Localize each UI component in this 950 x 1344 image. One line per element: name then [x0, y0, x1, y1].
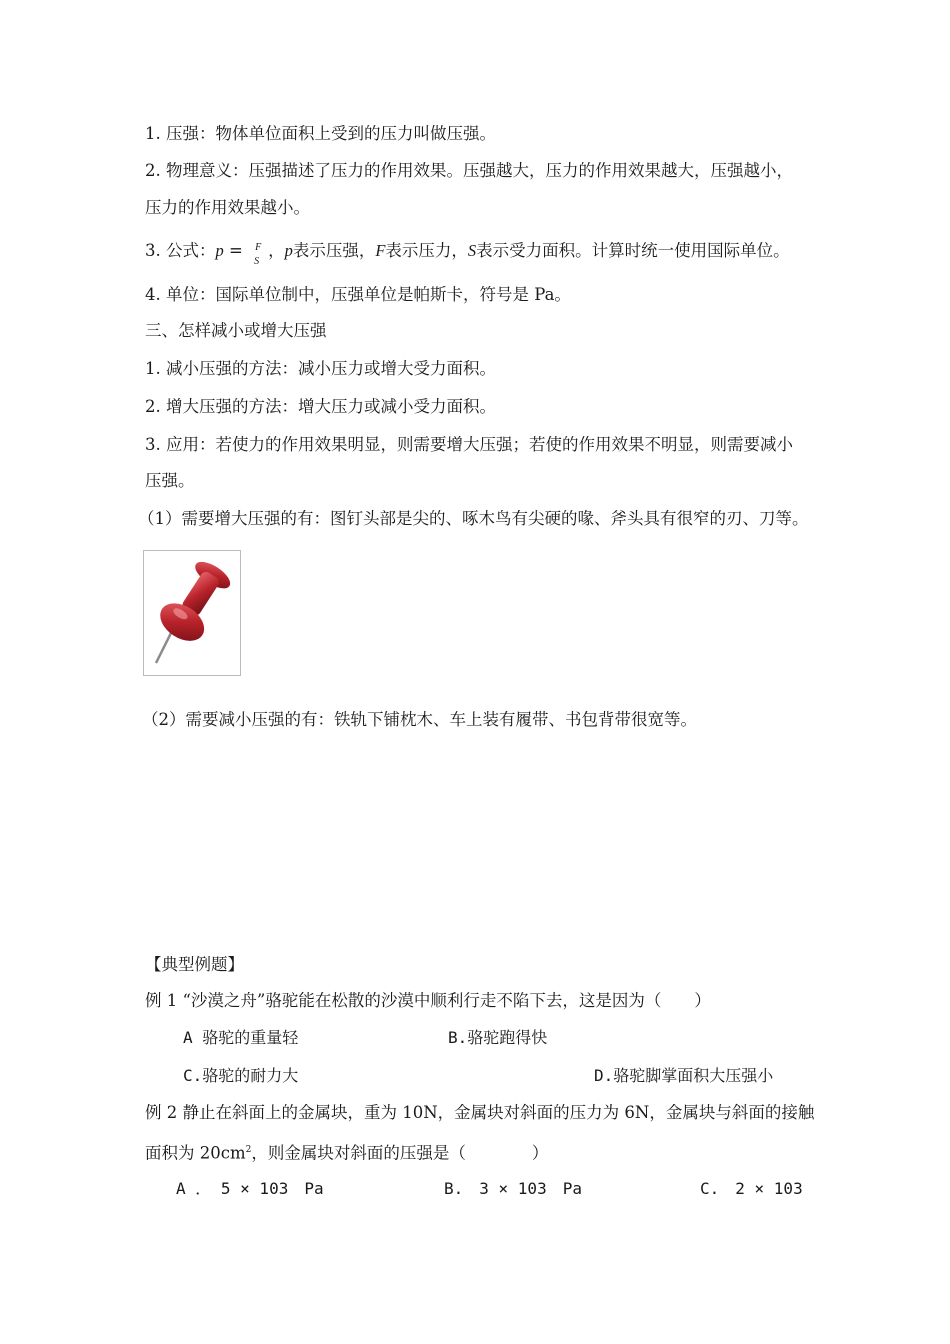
example2-question-end: ，则金属块对斜面的压强是（ ）	[251, 1143, 549, 1163]
example2-question-line2	[145, 1139, 548, 1165]
pushpin-image	[143, 550, 241, 676]
unit-line: 4. 单位：国际单位制中，压强单位是帕斯卡，符号是 Pa。	[145, 285, 571, 304]
example1-option-c: C.骆驼的耐力大	[183, 1066, 299, 1085]
example2-option-a: A ． 5 × 103 Pa	[176, 1179, 324, 1198]
reduce-pressure-method: 1. 减小压强的方法：减小压力或增大受力面积。	[145, 359, 496, 378]
example2-area-text: 面积为 20cm	[145, 1143, 246, 1163]
formula-text1: 表示压强，	[292, 241, 376, 260]
increase-examples: （1）需要增大压强的有：图钉头部是尖的、啄木鸟有尖硬的喙、斧头具有很窄的刃、刀等。	[138, 509, 809, 528]
formula-equals: =	[223, 241, 249, 260]
pushpin-icon	[144, 551, 240, 675]
increase-pressure-method: 2. 增大压强的方法：增大压力或减小受力面积。	[145, 397, 496, 416]
example2-option-b: B. 3 × 103 Pa	[444, 1179, 582, 1198]
formula-p: p	[215, 241, 224, 260]
fraction-denominator: S	[254, 255, 260, 267]
example1-question: 例 1 “沙漠之舟”骆驼能在松散的沙漠中顺利行走不陷下去，这是因为（ ）	[145, 991, 711, 1010]
formula-line	[145, 240, 790, 267]
example2-area-exponent: 2	[245, 1145, 252, 1155]
formula-text2: 表示压力，	[385, 241, 468, 260]
example1-option-d: D.骆驼脚掌面积大压强小	[594, 1066, 774, 1085]
formula-separator: ，	[268, 241, 285, 260]
application-line1: 3. 应用：若使力的作用效果明显，则需要增大压强；若使的作用效果不明显，则需要减小	[145, 435, 793, 454]
section3-heading: 三、怎样减小或增大压强	[145, 321, 327, 340]
reduce-examples: （2）需要减小压强的有：铁轨下铺枕木、车上装有履带、书包背带很宽等。	[142, 710, 697, 729]
example1-option-a: A 骆驼的重量轻	[183, 1028, 299, 1047]
formula-p2: p	[284, 241, 293, 260]
typical-examples-heading: 【典型例题】	[145, 955, 244, 974]
fraction-numerator: F	[255, 241, 262, 253]
example1-option-b: B.骆驼跑得快	[448, 1028, 548, 1047]
formula-prefix: 3. 公式：	[145, 241, 216, 260]
formula-fraction	[248, 241, 268, 267]
application-line2: 压强。	[145, 471, 195, 490]
pressure-definition: 1. 压强：物体单位面积上受到的压力叫做压强。	[145, 124, 496, 143]
physical-meaning-line1: 2. 物理意义：压强描述了压力的作用效果。压强越大，压力的作用效果越大，压强越小，	[145, 161, 793, 180]
formula-F: F	[375, 241, 386, 260]
example2-option-c: C. 2 × 103	[700, 1179, 803, 1198]
example2-question-line1: 例 2 静止在斜面上的金属块，重为 10N，金属块对斜面的压力为 6N，金属块与斜面的接触	[145, 1103, 815, 1122]
formula-S: S	[467, 241, 477, 260]
physical-meaning-line2: 压力的作用效果越小。	[145, 198, 310, 217]
formula-text3: 表示受力面积。计算时统一使用国际单位。	[476, 241, 790, 260]
